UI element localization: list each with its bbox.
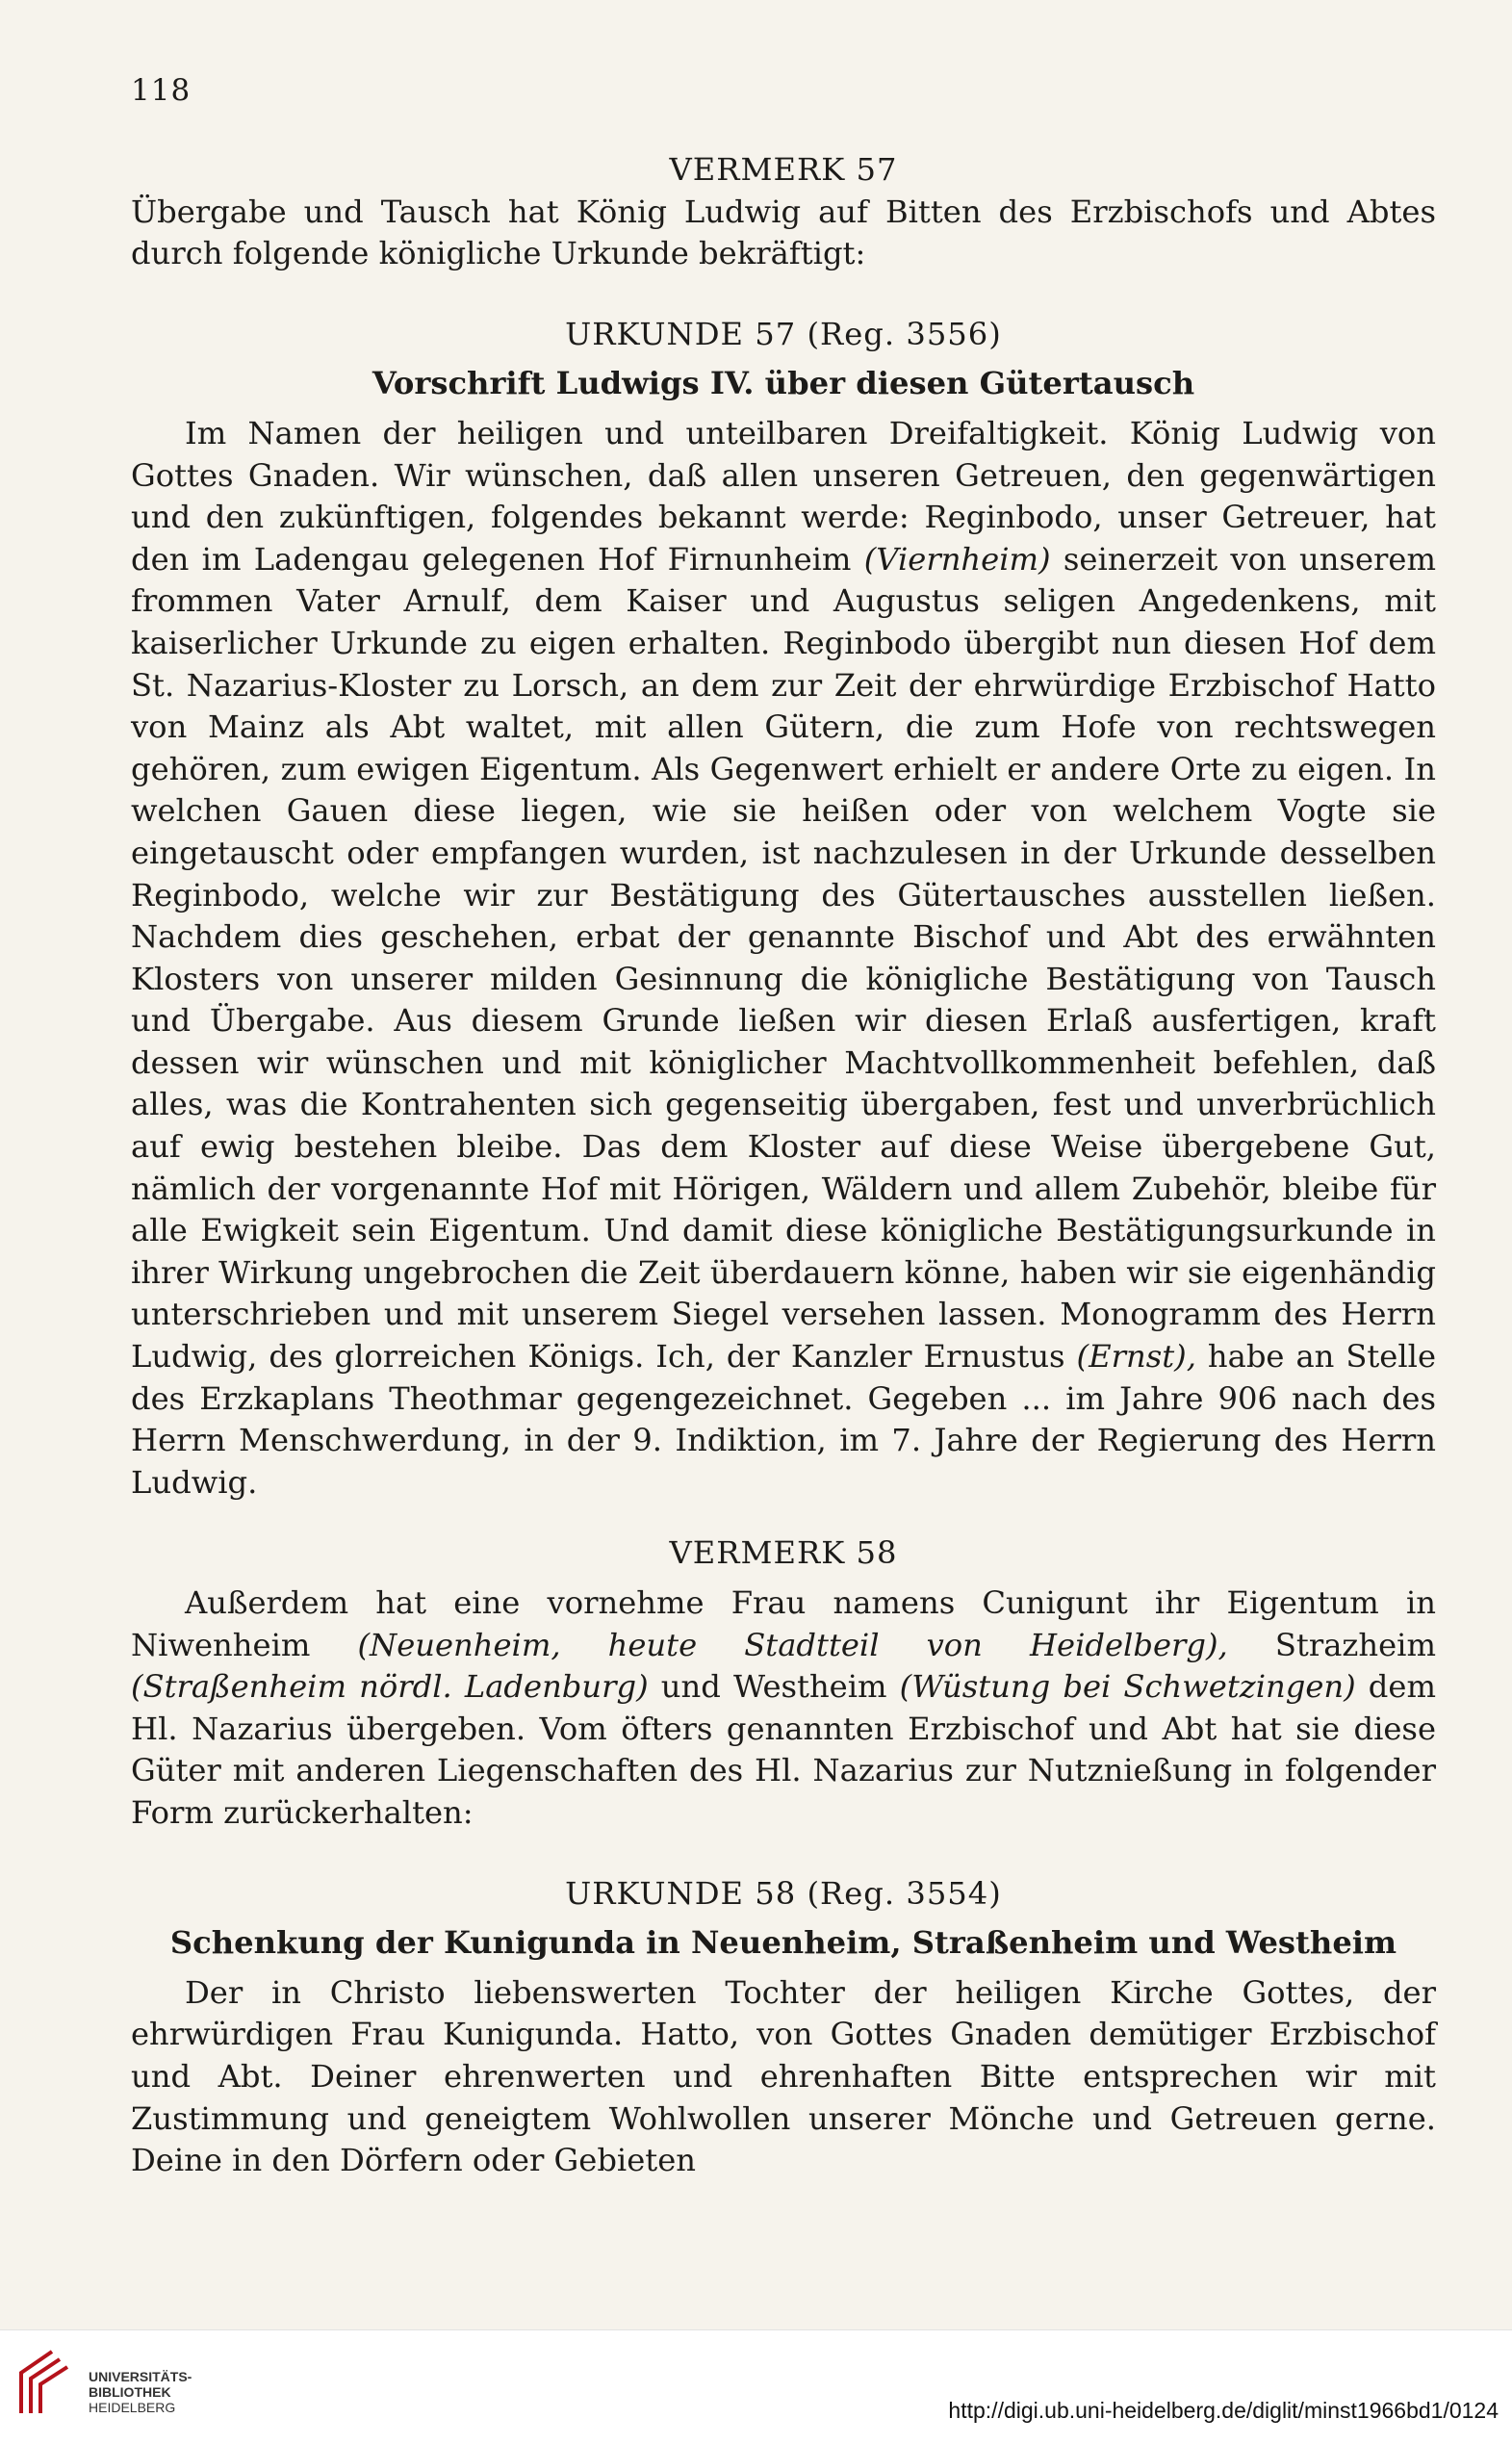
urkunde-57-text: Im Namen der heiligen und unteilbaren Dreifaltigkeit. König Ludwig von Gottes Gnaden. Wir wünschen, daß allen unseren Getreuen, den gegenwärtigen und den zukünftigen, folgendes bekannt werde: Reginbodo, unser Getreuer, hat den im Ladengau gelegenen Hof Firnunheim (Viernheim) seinerzeit von unserem frommen Vater Arnulf, dem Kaiser und Augustus seligen Angedenkens, mit kaiserlicher Urkunde zu eigen erhalten. Reginbodo übergibt nun diesen Hof dem St. Nazarius-Kloster zu Lorsch, an dem zur Zeit der ehrwürdige Erzbischof Hatto von Mainz als Abt waltet, mit allen Gütern, die zum Hofe von rechtswegen gehören, zum ewigen Eigentum. Als Gegenwert erhielt er andere Orte zu eigen. In welchen Gauen diese liegen, wie sie heißen oder von welchem Vogte sie eingetauscht oder empfangen wurden, ist nachzulesen in der Urkunde desselben Reginbodo, welche wir zur Bestätigung des Gütertausches ausstellen ließen. Nachdem dies geschehen, erbat der genannte Bischof und Abt des erwähnten Klosters von unserer milden Gesinnung die königliche Bestätigung von Tausch und Übergabe. Aus diesem Grunde ließen wir diesen Erlaß ausfertigen, kraft dessen wir wünschen und mit königlicher Machtvollkommenheit befehlen, daß alles, was die Kontrahenten sich gegenseitig übergaben, fest und unverbrüchlich auf ewig bestehen bleibe. Das dem Kloster auf diese Weise übergebene Gut, nämlich der vorgenannte Hof mit Hörigen, Wäldern und allem Zubehör, bleibe für alle Ewigkeit sein Eigentum. Und damit diese königliche Bestätigungsurkunde in ihrer Wirkung ungebrochen die Zeit überdauern könne, haben wir sie eigenhändig unterschrieben und mit unserem Siegel versehen lassen. Monogramm des Herrn Ludwig, des glorreichen Königs. Ich, der Kanzler Ernustus (Ernst), habe an Stelle des Erzkaplans Theothmar gegengezeichnet. Gegeben ... im Jahre 906 nach des Herrn Menschwerdung, in der 9. Indiktion, im 7. Jahre der Regierung des Herrn Ludwig. [131, 414, 1436, 1501]
vermerk-57-heading: VERMERK 57 [669, 151, 898, 188]
urkunde-58-heading: URKUNDE 58 (Reg. 3554) [565, 1874, 1002, 1912]
place-note-viernheim: (Viernheim) [863, 540, 1051, 578]
vermerk-57-text: Übergabe und Tausch hat König Ludwig auf Bitten des Erzbischofs und Abtes durch folgende königliche Urkunde bekräftigt: [131, 193, 1436, 272]
page-url-link[interactable]: http://digi.ub.uni-heidelberg.de/diglit/minst1966bd1/0124 [948, 2398, 1499, 2423]
place-note-westheim: (Wüstung bei Schwetzingen) [899, 1668, 1356, 1706]
library-logo-text: UNIVERSITÄTS- BIBLIOTHEK HEIDELBERG [89, 2369, 192, 2415]
urkunde-58-text: Der in Christo liebenswerten Tochter der heiligen Kirche Gottes, der ehrwürdigen Frau Kunigunda. Hatto, von Gottes Gnaden demütiger Erzbischof und Abt. Deiner ehrenwerten und ehrenhaften Bitte entsprechen wir mit Zustimmung und geneigtem Wohlwollen unserer Mönche und Getreuen gerne. Deine in den Dörfern oder Gebieten [131, 1973, 1436, 2179]
name-note-ernst: (Ernst), [1076, 1338, 1196, 1376]
place-note-strassenheim: (Straßenheim nördl. Ladenburg) [131, 1668, 649, 1706]
page-number: 118 [131, 73, 192, 108]
urkunde-57-heading: URKUNDE 57 (Reg. 3556) [565, 315, 1002, 352]
place-note-neuenheim: (Neuenheim, heute Stadtteil von Heidelberg), [357, 1626, 1228, 1663]
vermerk-58-heading: VERMERK 58 [669, 1534, 898, 1572]
page-text [131, 149, 1436, 2182]
urkunde-58-subheading: Schenkung der Kunigunda in Neuenheim, Straßenheim und Westheim [169, 1924, 1397, 1962]
viewer-footer [0, 2329, 1512, 2444]
urkunde-57-subheading: Vorschrift Ludwigs IV. über diesen Gütertausch [372, 365, 1195, 402]
vermerk-58-text: Außerdem hat eine vornehme Frau namens Cunigunt ihr Eigentum in Niwenheim (Neuenheim, heute Stadtteil von Heidelberg), Strazheim (Straßenheim nördl. Ladenburg) und Westheim (Wüstung bei Schwetzingen) dem Hl. Nazarius übergeben. Vom öfters genannten Erzbischof und Abt hat sie diese Güter mit anderen Liegenschaften des Hl. Nazarius zur Nutznießung in folgender Form zurückerhalten: [131, 1584, 1436, 1831]
library-logo-icon [13, 2344, 85, 2421]
